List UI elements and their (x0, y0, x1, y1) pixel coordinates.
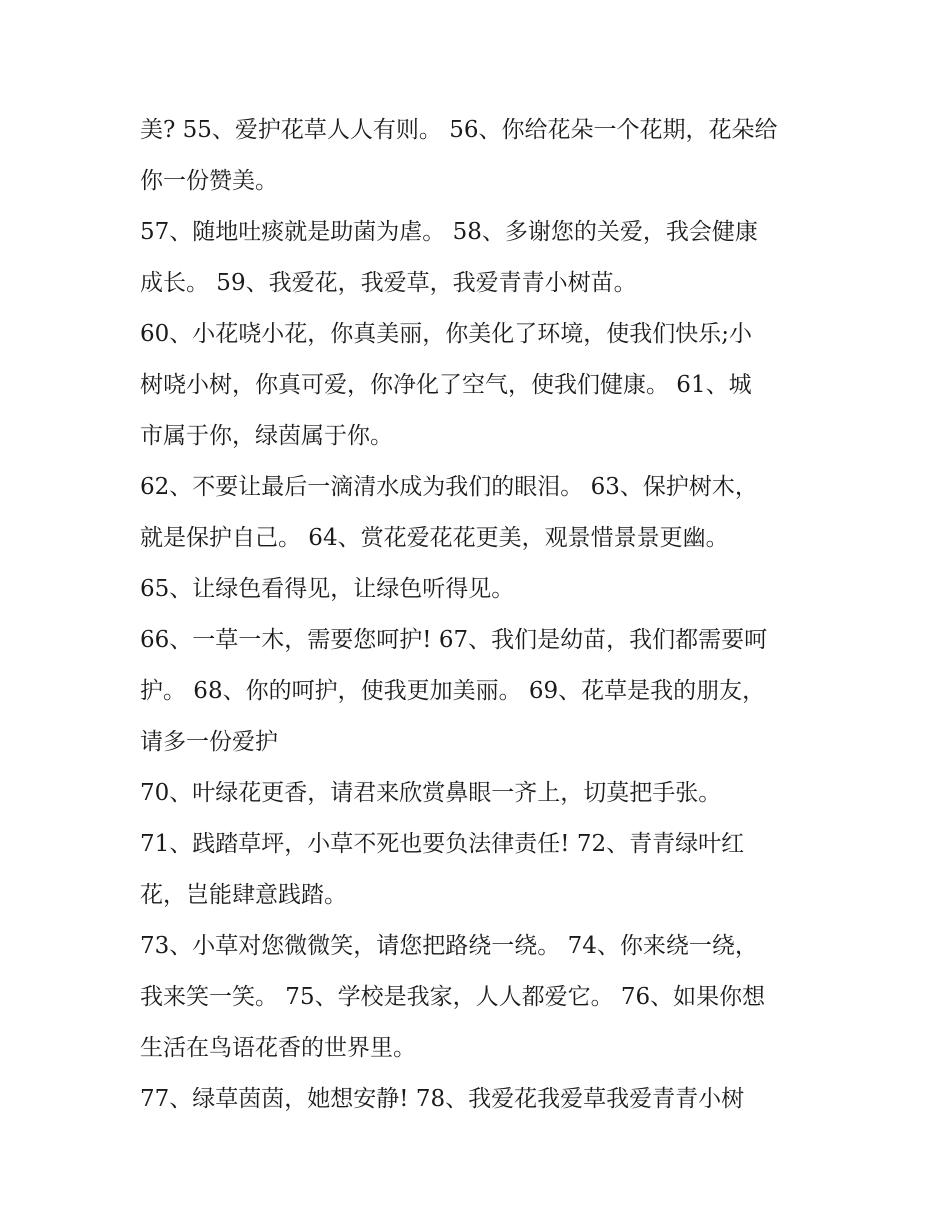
text-line: 57、随地吐痰就是助菌为虐。 58、多谢您的关爱，我会健康 (140, 219, 758, 245)
text-line: 62、不要让最后一滴清水成为我们的眼泪。 63、保护树木， (140, 474, 758, 500)
text-line: 请多一份爱护 (140, 729, 278, 755)
text-line: 你一份赞美。 (140, 168, 278, 194)
text-line: 花，岂能肆意践踏。 (140, 882, 347, 908)
text-line: 70、叶绿花更香，请君来欣赏鼻眼一齐上，切莫把手张。 (140, 780, 722, 806)
text-line: 66、一草一木，需要您呵护! 67、我们是幼苗，我们都需要呵 (140, 627, 768, 653)
text-line: 市属于你，绿茵属于你。 (140, 423, 393, 449)
text-line: 就是保护自己。 64、赏花爱花花更美，观景惜景景更幽。 (140, 525, 729, 551)
text-line: 65、让绿色看得见，让绿色听得见。 (140, 576, 515, 602)
text-line: 77、绿草茵茵，她想安静! 78、我爱花我爱草我爱青青小树 (140, 1086, 745, 1112)
text-line: 护。 68、你的呵护，使我更加美丽。 69、花草是我的朋友， (140, 678, 766, 704)
text-line: 73、小草对您微微笑，请您把路绕一绕。 74、你来绕一绕， (140, 933, 758, 959)
text-line: 71、践踏草坪，小草不死也要负法律责任! 72、青青绿叶红 (140, 831, 745, 857)
text-line: 美? 55、爱护花草人人有则。 56、你给花朵一个花期，花朵给 (140, 117, 778, 143)
document-body (140, 105, 820, 1125)
text-line: 成长。 59、我爱花，我爱草，我爱青青小树苗。 (140, 270, 637, 296)
text-line: 树哓小树，你真可爱，你净化了空气，使我们健康。 61、城 (140, 372, 752, 398)
text-line: 生活在鸟语花香的世界里。 (140, 1035, 416, 1061)
text-line: 我来笑一笑。 75、学校是我家，人人都爱它。 76、如果你想 (140, 984, 766, 1010)
text-line: 60、小花哓小花，你真美丽，你美化了环境，使我们快乐;小 (140, 321, 753, 347)
